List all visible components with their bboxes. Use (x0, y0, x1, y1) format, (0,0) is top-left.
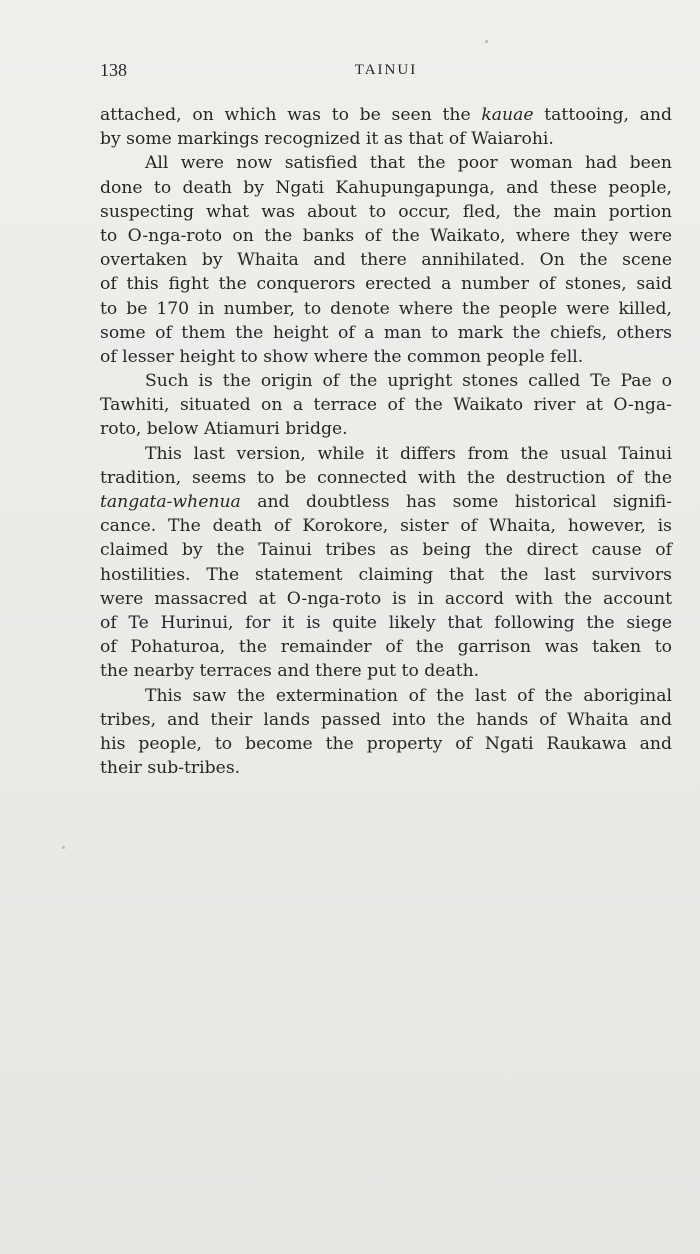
text-run: claimed by the Tainui tribes as being the direct cause of (100, 540, 672, 561)
running-head: TAINUI (354, 62, 418, 78)
text-line (100, 442, 672, 466)
page-number: 138 (100, 60, 127, 80)
paragraph (100, 151, 672, 369)
paper-speck (62, 846, 65, 849)
text-line (100, 659, 672, 683)
text-line (100, 708, 672, 732)
text-run: of Pohaturoa, the remainder of the garrison was taken to (100, 637, 672, 658)
text-run: their sub-tribes. (100, 758, 241, 779)
page-header (100, 60, 672, 88)
text-line (100, 538, 672, 562)
text-run: suspecting what was about to occur, fled, the main portion (100, 201, 672, 222)
text-run: cance. The death of Korokore, sister of Whaita, however, is (100, 516, 672, 537)
text-run: some of them the height of a man to mark the chiefs, others (100, 322, 672, 343)
text-line (100, 272, 672, 296)
text-run: hostilities. The statement claiming that the last survivors (100, 564, 672, 585)
text-line (100, 321, 672, 345)
text-line (100, 466, 672, 490)
text-run: roto, below Atiamuri bridge. (100, 419, 348, 440)
text-line (100, 248, 672, 272)
text-line (100, 200, 672, 224)
text-run: of this fight the conquerors erected a number of stones, said (100, 274, 672, 295)
italic-term: tangata-whenua (100, 492, 241, 512)
paper-speck (485, 40, 488, 43)
text-line (100, 563, 672, 587)
text-line (100, 684, 672, 708)
text-line (100, 732, 672, 756)
text-run: All were now satisfied that the poor woman had been (145, 153, 672, 174)
text-run: by some markings recognized it as that of Waiarohi. (100, 129, 554, 150)
text-line (100, 103, 672, 127)
text-line (100, 369, 672, 393)
text-run: tradition, seems to be connected with the destruction of the (100, 467, 672, 488)
text-run: attached, on which was to be seen the (100, 105, 482, 125)
text-line (100, 224, 672, 248)
text-run: to O-nga-roto on the banks of the Waikato, where they were (100, 225, 672, 246)
text-run: tattooing, and (533, 105, 673, 125)
text-line (100, 635, 672, 659)
text-run: Such is the origin of the upright stones called Te Pae o (145, 371, 672, 392)
text-line (100, 151, 672, 175)
text-run: This saw the extermination of the last of the aboriginal (145, 685, 672, 706)
text-line (100, 587, 672, 611)
text-run: to be 170 in number, to denote where the people were killed, (100, 298, 672, 319)
text-run: tribes, and their lands passed into the hands of Whaita and (100, 709, 672, 730)
paragraph (100, 442, 672, 684)
text-line (100, 490, 672, 514)
text-line (100, 345, 672, 369)
text-line (100, 127, 672, 151)
text-run: his people, to become the property of Ngati Raukawa and (100, 733, 672, 754)
text-run: done to death by Ngati Kahupungapunga, and these people, (100, 177, 672, 198)
text-run: and doubtless has some historical signifi- (240, 492, 672, 512)
italic-term: kauae (481, 105, 534, 125)
paragraph (100, 369, 672, 442)
text-line (100, 176, 672, 200)
text-line (100, 611, 672, 635)
text-run: were massacred at O-nga-roto is in accord with the account (100, 588, 672, 609)
body-text (100, 103, 672, 780)
text-line (100, 297, 672, 321)
text-line (100, 417, 672, 441)
text-run: the nearby terraces and there put to death. (100, 661, 480, 682)
text-run: of lesser height to show where the common people fell. (100, 346, 584, 367)
text-run: overtaken by Whaita and there annihilated. On the scene (100, 250, 672, 271)
paragraph (100, 684, 672, 781)
text-run: This last version, while it differs from the usual Tainui (145, 443, 672, 464)
paragraph (100, 103, 672, 151)
text-run: Tawhiti, situated on a terrace of the Waikato river at O-nga- (100, 395, 672, 416)
text-line (100, 756, 672, 780)
text-run: of Te Hurinui, for it is quite likely that following the siege (100, 612, 672, 633)
text-line (100, 393, 672, 417)
text-line (100, 514, 672, 538)
